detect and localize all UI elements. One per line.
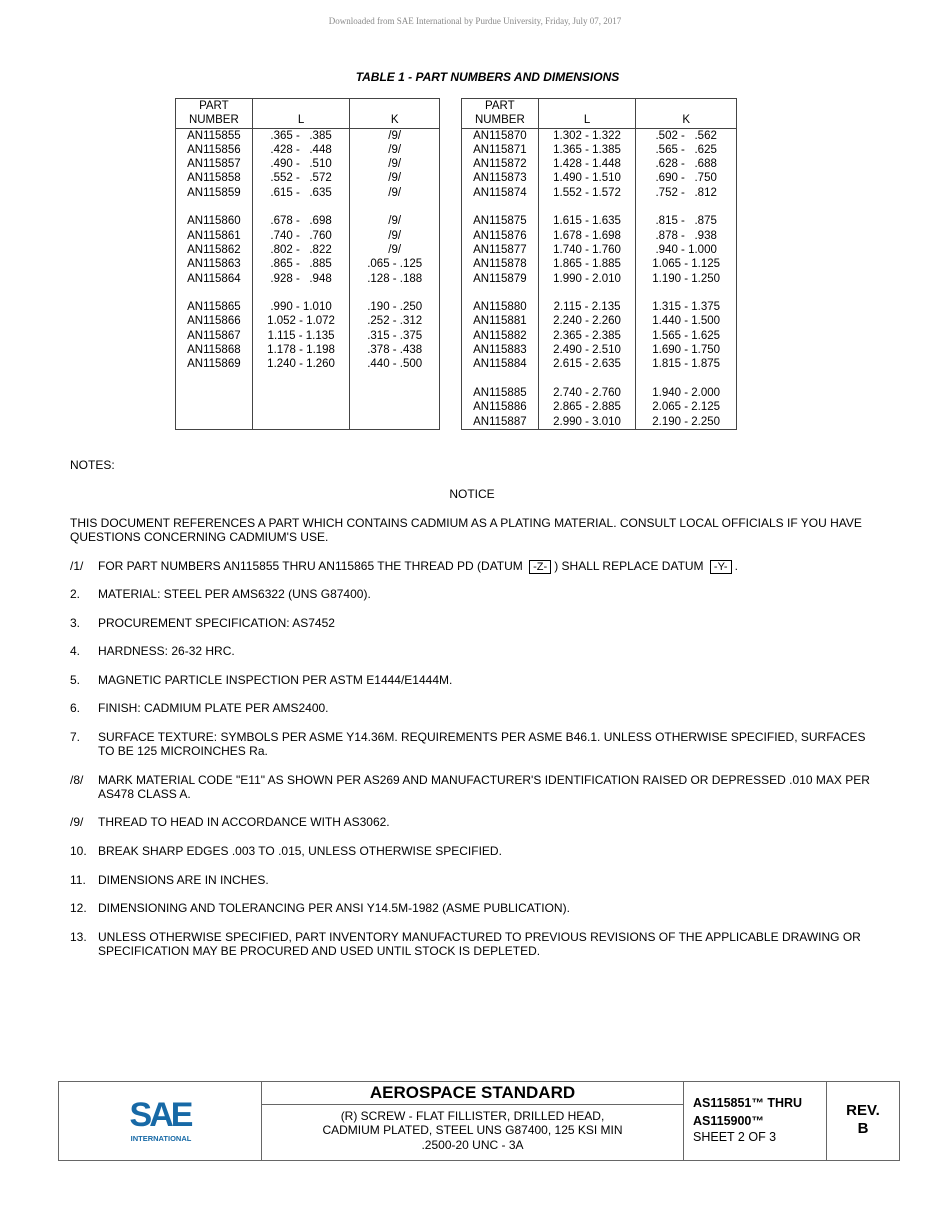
part-number-cell — [176, 200, 253, 214]
note-item — [70, 673, 880, 687]
note-number: /9/ — [70, 815, 84, 829]
header-k: K — [350, 99, 440, 129]
note-text: SURFACE TEXTURE: SYMBOLS PER ASME Y14.36M. REQUIREMENTS PER ASME B46.1. UNLESS OTHERWISE SPECIFIED, SURFACES TO BE 125 MICROINCHES Ra. — [98, 730, 866, 759]
k-dimension-cell: .315 - .375 — [350, 329, 440, 343]
k-dimension-cell: /9/ — [350, 143, 440, 157]
table-spacer-row — [462, 372, 737, 386]
note-text: BREAK SHARP EDGES .003 TO .015, UNLESS OTHERWISE SPECIFIED. — [98, 844, 502, 858]
note-1 — [70, 559, 880, 574]
k-dimension-cell: 2.190 - 2.250 — [636, 415, 737, 430]
k-dimension-cell: /9/ — [350, 171, 440, 185]
title-block — [58, 1081, 900, 1161]
note-number: /1/ — [70, 559, 84, 573]
part-number-cell: AN115863 — [176, 257, 253, 271]
table-spacer-row — [176, 400, 440, 414]
part-number-cell — [176, 415, 253, 430]
l-dimension-cell: 2.240 - 2.260 — [538, 314, 636, 328]
k-dimension-cell — [350, 400, 440, 414]
k-dimension-cell — [636, 372, 737, 386]
part-number-cell: AN115878 — [462, 257, 539, 271]
k-dimension-cell: .690 - .750 — [636, 171, 737, 185]
table-row — [462, 157, 737, 171]
k-dimension-cell — [350, 415, 440, 430]
part-number-cell — [462, 372, 539, 386]
table-title: TABLE 1 - PART NUMBERS AND DIMENSIONS — [355, 70, 620, 84]
revision-value: B — [857, 1120, 869, 1137]
l-dimension-cell: 2.740 - 2.760 — [538, 386, 636, 400]
k-dimension-cell — [350, 386, 440, 400]
l-dimension-cell: 1.552 - 1.572 — [538, 186, 636, 200]
datum-y-box: -Y- — [710, 560, 732, 574]
header-k: K — [636, 99, 737, 129]
table-row — [462, 257, 737, 271]
part-number-cell: AN115864 — [176, 272, 253, 286]
k-dimension-cell: 1.065 - 1.125 — [636, 257, 737, 271]
k-dimension-cell: 1.190 - 1.250 — [636, 272, 737, 286]
part-number-cell: AN115855 — [176, 128, 253, 143]
part-number-cell: AN115872 — [462, 157, 539, 171]
note-number: 3. — [70, 616, 81, 630]
note-item — [70, 901, 880, 915]
part-number-cell: AN115875 — [462, 214, 539, 228]
k-dimension-cell: .440 - .500 — [350, 357, 440, 371]
k-dimension-cell: .378 - .438 — [350, 343, 440, 357]
table-row — [462, 272, 737, 286]
k-dimension-cell: .628 - .688 — [636, 157, 737, 171]
part-number-cell: AN115870 — [462, 128, 539, 143]
part-number-cell: AN115887 — [462, 415, 539, 430]
notes-heading: NOTES: — [70, 458, 115, 472]
note-number: 11. — [70, 873, 86, 887]
l-dimension-cell: .865 - .885 — [252, 257, 350, 271]
table-row — [462, 214, 737, 228]
sae-logo-text: SAE — [129, 1096, 191, 1134]
l-dimension-cell — [252, 400, 350, 414]
header-part-number: PART NUMBER — [462, 99, 539, 129]
part-number-cell: AN115871 — [462, 143, 539, 157]
l-dimension-cell — [538, 372, 636, 386]
note-text: FOR PART NUMBERS AN115855 THRU AN115865 THE THREAD PD (DATUM -Z- ) SHALL REPLACE DATUM -Y- . — [98, 559, 738, 573]
table-row — [176, 329, 440, 343]
part-number-cell: AN115877 — [462, 243, 539, 257]
table-spacer-row — [176, 386, 440, 400]
k-dimension-cell: 2.065 - 2.125 — [636, 400, 737, 414]
note-item — [70, 730, 880, 759]
part-number-cell: AN115882 — [462, 329, 539, 343]
k-dimension-cell: /9/ — [350, 214, 440, 228]
dimensions-table-left — [175, 98, 440, 430]
l-dimension-cell: .928 - .948 — [252, 272, 350, 286]
note-text: UNLESS OTHERWISE SPECIFIED, PART INVENTORY MANUFACTURED TO PREVIOUS REVISIONS OF THE APPLICABLE DRAWING OR SPECIFICATION MAY BE PROCURED AND USED UNTIL STOCK IS DEPLETED. — [98, 930, 861, 959]
l-dimension-cell: .990 - 1.010 — [252, 300, 350, 314]
l-dimension-cell: 1.365 - 1.385 — [538, 143, 636, 157]
sae-logo-icon — [59, 1082, 261, 1160]
document-number-line1: AS115851™ THRU — [693, 1096, 803, 1110]
table-row — [462, 314, 737, 328]
part-number-cell: AN115868 — [176, 343, 253, 357]
part-number-cell: AN115881 — [462, 314, 539, 328]
part-number-cell: AN115883 — [462, 343, 539, 357]
l-dimension-cell — [252, 415, 350, 430]
k-dimension-cell: 1.315 - 1.375 — [636, 300, 737, 314]
l-dimension-cell: 1.678 - 1.698 — [538, 229, 636, 243]
title-center-cell — [262, 1082, 684, 1160]
table-row — [462, 343, 737, 357]
aerospace-standard-heading: AEROSPACE STANDARD — [262, 1082, 683, 1105]
table-row — [462, 186, 737, 200]
l-dimension-cell: 2.115 - 2.135 — [538, 300, 636, 314]
k-dimension-cell: .190 - .250 — [350, 300, 440, 314]
part-number-cell: AN115869 — [176, 357, 253, 371]
l-dimension-cell — [538, 286, 636, 300]
table-row — [176, 143, 440, 157]
l-dimension-cell: 2.615 - 2.635 — [538, 357, 636, 371]
table-row — [176, 300, 440, 314]
note-text: PROCUREMENT SPECIFICATION: AS7452 — [98, 616, 335, 630]
table-row — [176, 272, 440, 286]
table-spacer-row — [176, 286, 440, 300]
l-dimension-cell: 1.428 - 1.448 — [538, 157, 636, 171]
note-text: THREAD TO HEAD IN ACCORDANCE WITH AS3062. — [98, 815, 390, 829]
table-row — [176, 214, 440, 228]
l-dimension-cell: 2.490 - 2.510 — [538, 343, 636, 357]
part-number-cell — [176, 386, 253, 400]
header-part-number: PART NUMBER — [176, 99, 253, 129]
notice-heading: NOTICE — [449, 487, 495, 501]
part-number-cell: AN115873 — [462, 171, 539, 185]
table-spacer-row — [176, 372, 440, 386]
note-number: 4. — [70, 644, 81, 658]
sae-logo-subtext: INTERNATIONAL — [130, 1134, 192, 1143]
note-text: HARDNESS: 26-32 HRC. — [98, 644, 235, 658]
l-dimension-cell: 2.865 - 2.885 — [538, 400, 636, 414]
l-dimension-cell — [252, 386, 350, 400]
part-number-cell: AN115866 — [176, 314, 253, 328]
table-row — [462, 128, 737, 143]
part-number-cell — [176, 400, 253, 414]
l-dimension-cell — [252, 200, 350, 214]
table-row — [176, 314, 440, 328]
l-dimension-cell: .740 - .760 — [252, 229, 350, 243]
table-row — [462, 143, 737, 157]
note-text: DIMENSIONING AND TOLERANCING PER ANSI Y14.5M-1982 (ASME PUBLICATION). — [98, 901, 570, 915]
sheet-number: SHEET 2 OF 3 — [693, 1130, 777, 1144]
part-number-cell: AN115885 — [462, 386, 539, 400]
document-number-cell — [684, 1082, 827, 1160]
part-number-cell: AN115884 — [462, 357, 539, 371]
part-number-cell — [176, 372, 253, 386]
datum-z-box: -Z- — [529, 560, 551, 574]
table-row — [462, 229, 737, 243]
table-row — [176, 128, 440, 143]
k-dimension-cell — [636, 286, 737, 300]
download-watermark: Downloaded from SAE International by Purdue University, Friday, July 07, 2017 — [328, 16, 622, 26]
part-number-cell: AN115874 — [462, 186, 539, 200]
note-number: 5. — [70, 673, 81, 687]
header-l: L — [538, 99, 636, 129]
k-dimension-cell: 1.940 - 2.000 — [636, 386, 737, 400]
note-number: 7. — [70, 730, 81, 744]
k-dimension-cell — [636, 200, 737, 214]
note-item — [70, 701, 880, 715]
part-number-cell: AN115861 — [176, 229, 253, 243]
k-dimension-cell: 1.815 - 1.875 — [636, 357, 737, 371]
part-number-cell: AN115860 — [176, 214, 253, 228]
table-row — [462, 386, 737, 400]
part-number-cell — [462, 200, 539, 214]
note-number: 12. — [70, 901, 87, 915]
part-number-cell: AN115857 — [176, 157, 253, 171]
l-dimension-cell — [252, 286, 350, 300]
l-dimension-cell: 2.990 - 3.010 — [538, 415, 636, 430]
document-number-line2: AS115900™ — [693, 1114, 764, 1128]
part-number-cell: AN115876 — [462, 229, 539, 243]
l-dimension-cell: .365 - .385 — [252, 128, 350, 143]
l-dimension-cell: 1.302 - 1.322 — [538, 128, 636, 143]
k-dimension-cell: 1.440 - 1.500 — [636, 314, 737, 328]
note-item — [70, 773, 880, 802]
part-number-cell: AN115862 — [176, 243, 253, 257]
table-row — [176, 171, 440, 185]
part-description: (R) SCREW - FLAT FILLISTER, DRILLED HEAD, CADMIUM PLATED, STEEL UNS G87400, 125 KSI MIN .2500-20 UNC - 3A — [322, 1109, 623, 1152]
k-dimension-cell: .565 - .625 — [636, 143, 737, 157]
l-dimension-cell: .428 - .448 — [252, 143, 350, 157]
header-l: L — [252, 99, 350, 129]
part-number-cell: AN115867 — [176, 329, 253, 343]
table-row — [462, 243, 737, 257]
part-number-cell — [176, 286, 253, 300]
k-dimension-cell: /9/ — [350, 229, 440, 243]
table-row — [176, 157, 440, 171]
note-text: MAGNETIC PARTICLE INSPECTION PER ASTM E1444/E1444M. — [98, 673, 453, 687]
table-row — [462, 415, 737, 430]
l-dimension-cell: 1.740 - 1.760 — [538, 243, 636, 257]
l-dimension-cell: .552 - .572 — [252, 171, 350, 185]
k-dimension-cell: /9/ — [350, 128, 440, 143]
note-number: 13. — [70, 930, 87, 944]
revision-cell: REV. B — [827, 1082, 899, 1160]
note-number: 10. — [70, 844, 87, 858]
note-number: 6. — [70, 701, 81, 715]
table-row — [462, 400, 737, 414]
note-text: FINISH: CADMIUM PLATE PER AMS2400. — [98, 701, 329, 715]
k-dimension-cell — [350, 200, 440, 214]
table-row — [176, 357, 440, 371]
l-dimension-cell: 1.615 - 1.635 — [538, 214, 636, 228]
k-dimension-cell: .752 - .812 — [636, 186, 737, 200]
note-number: 2. — [70, 587, 81, 601]
k-dimension-cell: .502 - .562 — [636, 128, 737, 143]
table-spacer-row — [176, 200, 440, 214]
k-dimension-cell: .878 - .938 — [636, 229, 737, 243]
note-item — [70, 587, 880, 601]
table-row — [176, 229, 440, 243]
l-dimension-cell: .615 - .635 — [252, 186, 350, 200]
note-item — [70, 644, 880, 658]
l-dimension-cell: 1.865 - 1.885 — [538, 257, 636, 271]
k-dimension-cell: /9/ — [350, 243, 440, 257]
l-dimension-cell: .490 - .510 — [252, 157, 350, 171]
note-number: /8/ — [70, 773, 84, 787]
l-dimension-cell — [538, 200, 636, 214]
part-number-cell: AN115858 — [176, 171, 253, 185]
part-number-cell: AN115865 — [176, 300, 253, 314]
part-number-cell — [462, 286, 539, 300]
note-text: DIMENSIONS ARE IN INCHES. — [98, 873, 269, 887]
k-dimension-cell: /9/ — [350, 157, 440, 171]
l-dimension-cell: 2.365 - 2.385 — [538, 329, 636, 343]
l-dimension-cell: 1.178 - 1.198 — [252, 343, 350, 357]
table-spacer-row — [462, 200, 737, 214]
part-number-cell: AN115859 — [176, 186, 253, 200]
table-row — [462, 357, 737, 371]
l-dimension-cell: 1.990 - 2.010 — [538, 272, 636, 286]
table-row — [176, 257, 440, 271]
note-text: MARK MATERIAL CODE "E11" AS SHOWN PER AS269 AND MANUFACTURER'S IDENTIFICATION RAISED OR DEPRESSED .010 MAX PER AS478 CLASS A. — [98, 773, 870, 802]
l-dimension-cell: 1.490 - 1.510 — [538, 171, 636, 185]
table-spacer-row — [462, 286, 737, 300]
k-dimension-cell — [350, 286, 440, 300]
part-number-cell: AN115880 — [462, 300, 539, 314]
k-dimension-cell — [350, 372, 440, 386]
l-dimension-cell — [252, 372, 350, 386]
k-dimension-cell: 1.690 - 1.750 — [636, 343, 737, 357]
l-dimension-cell: 1.240 - 1.260 — [252, 357, 350, 371]
table-row — [176, 243, 440, 257]
part-number-cell: AN115886 — [462, 400, 539, 414]
note-item — [70, 616, 880, 630]
l-dimension-cell: .678 - .698 — [252, 214, 350, 228]
k-dimension-cell: .065 - .125 — [350, 257, 440, 271]
dimensions-table-right — [461, 98, 737, 430]
notice-text: THIS DOCUMENT REFERENCES A PART WHICH CONTAINS CADMIUM AS A PLATING MATERIAL. CONSULT LOCAL OFFICIALS IF YOU HAVE QUESTIONS CONCERNING CADMIUM'S USE. — [70, 516, 862, 545]
k-dimension-cell: .940 - 1.000 — [636, 243, 737, 257]
note-item — [70, 815, 880, 829]
l-dimension-cell: 1.052 - 1.072 — [252, 314, 350, 328]
k-dimension-cell: /9/ — [350, 186, 440, 200]
note-item — [70, 844, 880, 858]
table-row — [462, 329, 737, 343]
note-item — [70, 930, 880, 959]
part-number-cell: AN115856 — [176, 143, 253, 157]
table-row — [176, 186, 440, 200]
table-row — [176, 343, 440, 357]
k-dimension-cell: .128 - .188 — [350, 272, 440, 286]
k-dimension-cell: 1.565 - 1.625 — [636, 329, 737, 343]
l-dimension-cell: 1.115 - 1.135 — [252, 329, 350, 343]
table-spacer-row — [176, 415, 440, 430]
table-row — [462, 171, 737, 185]
sae-logo-cell — [59, 1082, 262, 1160]
k-dimension-cell: .815 - .875 — [636, 214, 737, 228]
part-number-cell: AN115879 — [462, 272, 539, 286]
note-text: MATERIAL: STEEL PER AMS6322 (UNS G87400). — [98, 587, 371, 601]
table-row — [462, 300, 737, 314]
l-dimension-cell: .802 - .822 — [252, 243, 350, 257]
note-item — [70, 873, 880, 887]
k-dimension-cell: .252 - .312 — [350, 314, 440, 328]
